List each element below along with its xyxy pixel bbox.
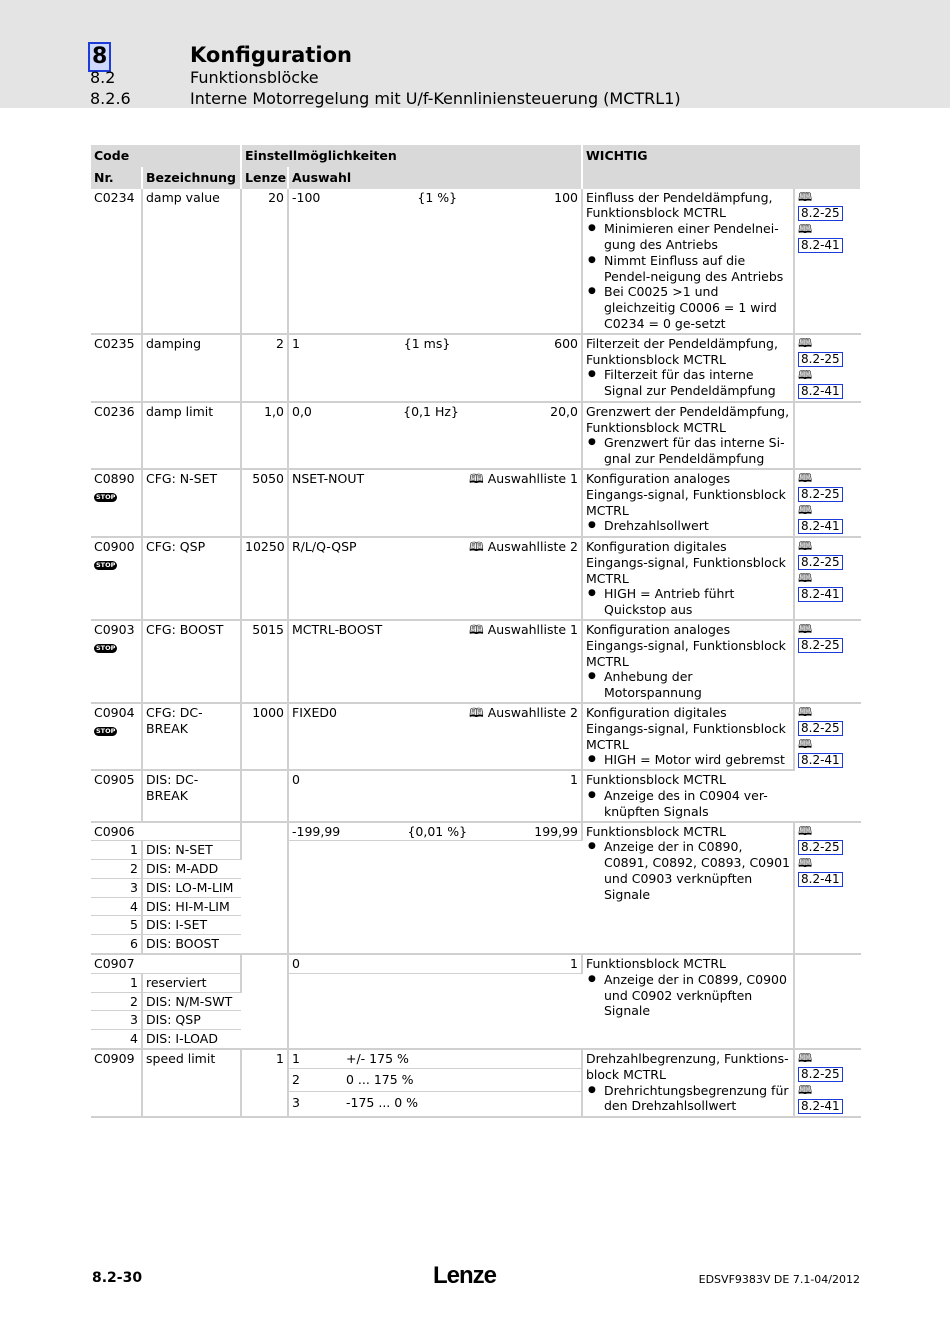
- bezeichnung: damp value: [142, 189, 241, 334]
- min: 0: [292, 956, 300, 972]
- wichtig: [582, 537, 794, 620]
- code: C0906: [91, 822, 241, 841]
- code: [91, 620, 142, 703]
- refs: [794, 334, 861, 402]
- bullet: ● Anzeige des in C0904 ver-knüpften Signals: [604, 788, 791, 820]
- bezeichnung: CFG: QSP: [142, 537, 241, 620]
- ref-link[interactable]: 8.2-41: [798, 872, 843, 887]
- auswahl-value: R/L/Q-QSP: [292, 538, 357, 554]
- stop-icon: STOP: [96, 492, 116, 501]
- ref-link[interactable]: 8.2-41: [798, 753, 843, 768]
- sub-name: DIS: BOOST: [142, 935, 241, 954]
- book-icon: 🕮: [798, 502, 813, 517]
- bullet: ● Anzeige der in C0890, C0891, C0892, C0893, C0901 und C0903 verknüpften Signale: [604, 839, 790, 902]
- code-text: C0900: [94, 538, 135, 554]
- option-nr: 3: [292, 1094, 300, 1110]
- sub-nr: 2: [91, 860, 142, 879]
- col-auswahl: Auswahl: [288, 167, 582, 189]
- desc: Filterzeit der Pendeldämpfung, Funktionsblock MCTRL: [586, 335, 778, 367]
- book-icon: 🕮: [798, 538, 813, 553]
- step: {0,1 Hz}: [403, 403, 459, 419]
- table-row: [91, 822, 861, 841]
- col-code: Code: [91, 145, 241, 167]
- wichtig: [582, 189, 794, 334]
- auswahl: [288, 402, 582, 469]
- auswahlliste-link[interactable]: Auswahlliste 2: [487, 704, 578, 720]
- min: 1: [292, 335, 300, 351]
- code: [91, 703, 142, 770]
- sub-name: DIS: I-LOAD: [142, 1030, 241, 1049]
- auswahl: [288, 189, 582, 334]
- code: C0235: [91, 334, 142, 402]
- bullet: ● Grenzwert für das interne Si-gnal zur Pendeldämpfung: [604, 435, 790, 467]
- min: 0,0: [292, 403, 312, 419]
- auswahlliste-link[interactable]: Auswahlliste 1: [487, 470, 578, 486]
- table-row: [91, 469, 861, 537]
- bullet: ● Nimmt Einfluss auf die Pendel-neigung des Antriebs: [604, 253, 790, 285]
- lenze-logo: Lenze: [433, 1262, 497, 1289]
- ref-link[interactable]: 8.2-25: [798, 487, 843, 502]
- ref-link[interactable]: 8.2-41: [798, 519, 843, 534]
- book-icon: 🕮: [798, 1051, 813, 1066]
- book-icon: 🕮: [469, 621, 488, 637]
- code: C0909: [91, 1049, 142, 1117]
- wichtig: [582, 620, 794, 703]
- bezeichnung: DIS: DC-BREAK: [142, 770, 241, 821]
- desc: Konfiguration digitales Eingangs-signal, Funktionsblock MCTRL: [586, 538, 786, 586]
- bullet: ● Bei C0025 >1 und gleichzeitig C0006 = 1 wird C0234 = 0 ge-setzt: [604, 284, 790, 331]
- bullet: ● Drehzahlsollwert: [604, 518, 790, 534]
- code-text: C0903: [94, 621, 135, 637]
- auswahl-value: NSET-NOUT: [292, 470, 365, 486]
- bezeichnung: damp limit: [142, 402, 241, 469]
- book-icon: 🕮: [798, 189, 813, 204]
- section-number: 8.2: [90, 68, 116, 87]
- auswahl: [288, 954, 582, 973]
- stop-icon: STOP: [96, 726, 116, 735]
- subsection-number: 8.2.6: [90, 89, 131, 108]
- wichtig: [582, 703, 794, 770]
- book-icon: 🕮: [469, 538, 488, 554]
- book-icon: 🕮: [798, 823, 813, 838]
- table-row: [91, 334, 861, 402]
- wichtig: [582, 822, 794, 955]
- desc: Drehzahlbegrenzung, Funktions-block MCTRL: [586, 1051, 789, 1082]
- book-icon: 🕮: [798, 621, 813, 636]
- bullet: ● Minimieren einer Pendelnei-gung des Antriebs: [604, 221, 790, 253]
- table-row: [91, 770, 861, 821]
- book-icon: 🕮: [798, 855, 813, 870]
- ref-link[interactable]: 8.2-41: [798, 384, 843, 399]
- refs: [794, 822, 861, 955]
- sub-name: DIS: N/M-SWT: [142, 992, 241, 1011]
- code: C0234: [91, 189, 142, 334]
- auswahl: [288, 973, 582, 1049]
- wichtig: [582, 469, 794, 537]
- bullet: ● HIGH = Motor wird gebremst: [604, 752, 790, 768]
- wichtig: [582, 334, 794, 402]
- code: C0907: [91, 954, 241, 973]
- ref-link[interactable]: 8.2-25: [798, 206, 843, 221]
- stop-icon: STOP: [96, 643, 116, 652]
- sub-nr: 3: [91, 878, 142, 897]
- code-text: C0890: [94, 470, 135, 486]
- sub-name: DIS: HI-M-LIM: [142, 897, 241, 916]
- book-icon: 🕮: [798, 736, 813, 751]
- sub-nr: 3: [91, 1011, 142, 1030]
- book-icon: 🕮: [798, 570, 813, 585]
- sub-nr: 4: [91, 1030, 142, 1049]
- bezeichnung: CFG: BOOST: [142, 620, 241, 703]
- book-icon: 🕮: [469, 470, 488, 486]
- bullet: ● Filterzeit für das interne Signal zur Pendeldämpfung: [604, 367, 790, 399]
- section-title: Funktionsblöcke: [190, 68, 319, 87]
- refs: [794, 537, 861, 620]
- book-icon: 🕮: [798, 221, 813, 236]
- wichtig: [582, 770, 794, 821]
- sub-name: DIS: QSP: [142, 1011, 241, 1030]
- table-row: [91, 537, 861, 620]
- code: [91, 537, 142, 620]
- desc: Konfiguration digitales Eingangs-signal, Funktionsblock MCTRL: [586, 704, 786, 752]
- chapter-title: Konfiguration: [190, 43, 352, 67]
- book-icon: 🕮: [469, 704, 488, 720]
- ref-link[interactable]: 8.2-25: [798, 721, 843, 736]
- lenze-value: 5015: [241, 620, 288, 703]
- ref-link[interactable]: 8.2-25: [798, 352, 843, 367]
- table-row: [91, 954, 861, 973]
- auswahl: [288, 841, 582, 954]
- option-value: +/- 175 %: [346, 1051, 409, 1067]
- min: -199,99: [292, 823, 341, 839]
- sub-name: DIS: N-SET: [142, 841, 241, 860]
- option-nr: 2: [292, 1071, 300, 1087]
- lenze-value: 1: [241, 1049, 288, 1117]
- max: 199,99: [534, 823, 578, 839]
- bullet: ● Anzeige der in C0899, C0900 und C0902 verknüpften Signale: [604, 972, 790, 1019]
- ref-link[interactable]: 8.2-25: [798, 840, 843, 855]
- wichtig: [582, 402, 794, 469]
- book-icon: 🕮: [798, 1083, 813, 1098]
- sub-name: DIS: LO-M-LIM: [142, 878, 241, 897]
- book-icon: 🕮: [798, 335, 813, 350]
- option-value: 0 ... 175 %: [346, 1071, 414, 1087]
- stop-icon: STOP: [96, 560, 116, 569]
- lenze-value: 5050: [241, 469, 288, 537]
- lenze-value: 20: [241, 189, 288, 334]
- page-number: 8.2-30: [92, 1270, 143, 1286]
- lenze-value: 1000: [241, 703, 288, 770]
- auswahl: [288, 620, 582, 703]
- code: C0236: [91, 402, 142, 469]
- option-value: -175 ... 0 %: [346, 1094, 419, 1110]
- auswahl-value: MCTRL-BOOST: [292, 621, 383, 637]
- max: 600: [554, 335, 578, 351]
- max: 100: [554, 189, 578, 205]
- min: -100: [292, 189, 321, 205]
- auswahl: [288, 334, 582, 402]
- desc: Funktionsblock MCTRL: [586, 956, 726, 972]
- document-id: EDSVF9383V DE 7.1-04/2012: [698, 1273, 860, 1286]
- sub-nr: 1: [91, 841, 142, 860]
- col-lenze: Lenze: [241, 167, 288, 189]
- auswahl: [288, 469, 582, 537]
- auswahl: [288, 770, 582, 821]
- refs: [794, 620, 861, 703]
- book-icon: 🕮: [798, 470, 813, 485]
- refs: [794, 703, 861, 822]
- lenze-value: 1,0: [241, 402, 288, 469]
- min: 0: [292, 772, 300, 788]
- step: {1 ms}: [403, 335, 451, 351]
- refs: [794, 1049, 861, 1117]
- auswahlliste-link[interactable]: Auswahlliste 1: [487, 621, 578, 637]
- table-row: [91, 189, 861, 334]
- lenze-value: [241, 822, 288, 955]
- auswahl-value: FIXED0: [292, 704, 337, 720]
- sub-nr: 4: [91, 897, 142, 916]
- table-row: [91, 1049, 861, 1117]
- max: 1: [570, 772, 578, 788]
- lenze-value: 10250: [241, 537, 288, 620]
- desc: Grenzwert der Pendeldämpfung, Funktionsblock MCTRL: [586, 403, 790, 435]
- desc: Einfluss der Pendeldämpfung, Funktionsblock MCTRL: [586, 189, 773, 221]
- bullet: ● Anhebung der Motorspannung: [604, 669, 790, 701]
- desc: Funktionsblock MCTRL: [586, 772, 726, 788]
- bezeichnung: CFG: N-SET: [142, 469, 241, 537]
- sub-name: reserviert: [142, 973, 241, 992]
- bullet: ● Drehrichtungsbegrenzung für den Drehzahlsollwert: [604, 1083, 790, 1115]
- lenze-value: [241, 954, 288, 1049]
- refs: [794, 954, 861, 1049]
- col-einstell: Einstellmöglichkeiten: [241, 145, 582, 167]
- code: [91, 469, 142, 537]
- desc: Konfiguration analoges Eingangs-signal, Funktionsblock MCTRL: [586, 621, 786, 669]
- auswahlliste-link[interactable]: Auswahlliste 2: [487, 538, 578, 554]
- table-row: [91, 703, 861, 770]
- book-icon: 🕮: [798, 367, 813, 382]
- sub-nr: 5: [91, 916, 142, 935]
- sub-nr: 6: [91, 935, 142, 954]
- auswahl: [288, 537, 582, 620]
- wichtig: [582, 1049, 794, 1117]
- option-nr: 1: [292, 1051, 300, 1067]
- lenze-value: [241, 770, 288, 821]
- table-row: [91, 402, 861, 469]
- ref-link[interactable]: 8.2-25: [798, 638, 843, 653]
- step: {0,01 %}: [407, 823, 468, 839]
- book-icon: 🕮: [798, 704, 813, 719]
- ref-link[interactable]: 8.2-41: [798, 1099, 843, 1114]
- sub-nr: 1: [91, 973, 142, 992]
- ref-link[interactable]: 8.2-41: [798, 238, 843, 253]
- col-wichtig: WICHTIG: [582, 145, 861, 189]
- max: 1: [570, 956, 578, 972]
- max: 20,0: [550, 403, 578, 419]
- step: {1 %}: [417, 189, 458, 205]
- code: C0905: [91, 770, 142, 821]
- desc: Funktionsblock MCTRL: [586, 823, 726, 839]
- bullet: ● HIGH = Antrieb führt Quickstop aus: [604, 586, 790, 618]
- refs: [794, 189, 861, 334]
- refs: [794, 469, 861, 537]
- code-table: [91, 145, 862, 1118]
- sub-name: DIS: M-ADD: [142, 860, 241, 879]
- auswahl: [288, 703, 582, 770]
- auswahl: [288, 1049, 582, 1117]
- lenze-value: 2: [241, 334, 288, 402]
- sub-name: DIS: I-SET: [142, 916, 241, 935]
- chapter-number[interactable]: 8: [88, 42, 111, 72]
- ref-link[interactable]: 8.2-25: [798, 1067, 843, 1082]
- desc: Konfiguration analoges Eingangs-signal, Funktionsblock MCTRL: [586, 470, 786, 518]
- sub-nr: 2: [91, 992, 142, 1011]
- table-row: [91, 620, 861, 703]
- auswahl: [288, 822, 582, 841]
- col-bezeichnung: Bezeichnung: [142, 167, 241, 189]
- bezeichnung: speed limit: [142, 1049, 241, 1117]
- ref-link[interactable]: 8.2-41: [798, 587, 843, 602]
- col-nr: Nr.: [91, 167, 142, 189]
- wichtig: [582, 954, 794, 1049]
- code-text: C0904: [94, 704, 135, 720]
- refs: [794, 402, 861, 469]
- bezeichnung: damping: [142, 334, 241, 402]
- bezeichnung: CFG: DC-BREAK: [142, 703, 241, 770]
- subsection-title: Interne Motorregelung mit U/f-Kennliniensteuerung (MCTRL1): [190, 89, 681, 108]
- ref-link[interactable]: 8.2-25: [798, 555, 843, 570]
